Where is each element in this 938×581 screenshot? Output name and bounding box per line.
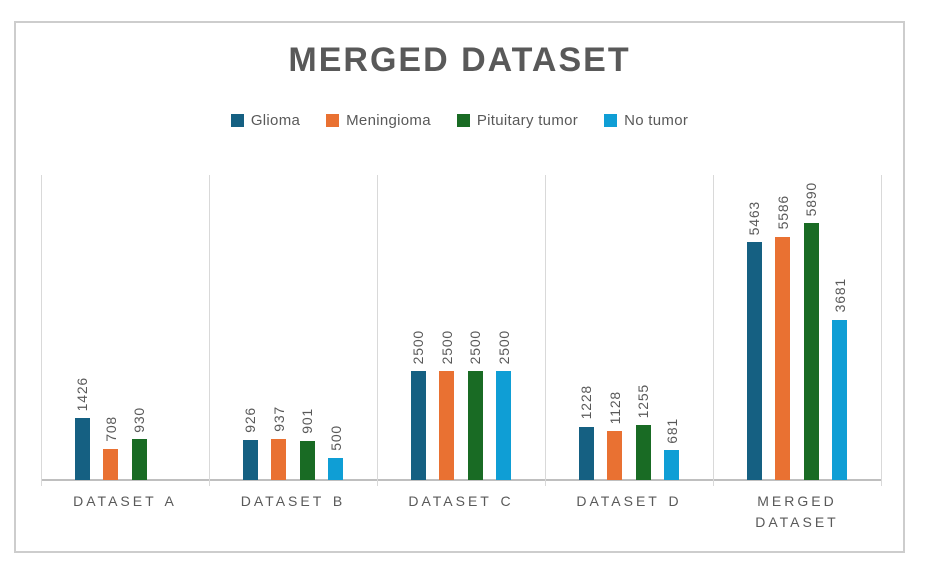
- gridline-category-boundary: [545, 175, 546, 486]
- value-label-meningioma-dataset-b: 937: [270, 406, 287, 433]
- value-label-pituitary-tumor-merged-dataset: 5890: [803, 182, 820, 217]
- bar-pituitary-tumor-dataset-d: [636, 425, 651, 480]
- legend-swatch-no-tumor: [604, 114, 617, 127]
- category-label-dataset-b: DATASET B: [240, 493, 346, 509]
- value-label-meningioma-dataset-a: 708: [102, 416, 119, 443]
- value-label-pituitary-tumor-dataset-a: 930: [131, 406, 148, 433]
- value-label-no-tumor-dataset-c: 2500: [495, 329, 512, 365]
- bar-meningioma-dataset-b: [271, 439, 286, 480]
- bar-glioma-dataset-d: [579, 427, 594, 481]
- bar-glioma-dataset-c: [411, 371, 426, 480]
- legend-label-no-tumor: No tumor: [624, 112, 689, 129]
- legend-swatch-glioma: [231, 114, 244, 127]
- bar-glioma-dataset-a: [75, 418, 90, 480]
- legend-item-no-tumor: [604, 112, 688, 129]
- value-label-pituitary-tumor-dataset-c: 2500: [467, 329, 484, 365]
- legend: [14, 112, 905, 129]
- value-label-glioma-merged-dataset: 5463: [746, 200, 763, 235]
- legend-item-pituitary-tumor: [457, 112, 578, 129]
- bar-meningioma-merged-dataset: [775, 237, 790, 480]
- value-label-pituitary-tumor-dataset-d: 1255: [635, 383, 652, 419]
- gridline-category-boundary: [377, 175, 378, 486]
- gridline-category-boundary: [209, 175, 210, 486]
- value-label-no-tumor-merged-dataset: 3681: [831, 278, 848, 313]
- value-label-glioma-dataset-d: 1228: [578, 385, 595, 420]
- legend-label-meningioma: Meningioma: [346, 112, 431, 129]
- bar-no-tumor-dataset-b: [328, 458, 343, 480]
- bar-pituitary-tumor-dataset-a: [132, 439, 147, 480]
- plot-area: [41, 175, 881, 480]
- gridline-category-boundary: [713, 175, 714, 486]
- value-label-no-tumor-dataset-d: 681: [663, 417, 680, 444]
- legend-label-pituitary-tumor: Pituitary tumor: [476, 112, 579, 129]
- legend-item-meningioma: [326, 112, 431, 129]
- value-label-pituitary-tumor-dataset-b: 901: [299, 407, 316, 434]
- value-label-meningioma-merged-dataset: 5586: [774, 195, 791, 230]
- bar-no-tumor-dataset-d: [664, 450, 679, 480]
- value-label-no-tumor-dataset-b: 500: [327, 425, 344, 452]
- legend-item-glioma: [231, 112, 300, 129]
- chart-title: MERGED DATASET: [288, 41, 631, 79]
- category-label-dataset-d: DATASET D: [576, 493, 682, 509]
- value-label-glioma-dataset-c: 2500: [410, 329, 427, 365]
- gridline-category-boundary: [41, 175, 42, 486]
- bar-glioma-dataset-b: [243, 440, 258, 480]
- category-label-dataset-c: DATASET C: [408, 493, 514, 509]
- value-label-meningioma-dataset-d: 1128: [606, 390, 623, 424]
- category-label-dataset-a: DATASET A: [73, 493, 177, 509]
- bar-meningioma-dataset-d: [607, 431, 622, 480]
- bar-pituitary-tumor-merged-dataset: [804, 223, 819, 480]
- legend-swatch-meningioma: [326, 114, 339, 127]
- gridline-category-boundary: [881, 175, 882, 486]
- value-label-glioma-dataset-b: 926: [242, 406, 259, 433]
- value-label-glioma-dataset-a: 1426: [74, 376, 91, 411]
- bar-pituitary-tumor-dataset-c: [468, 371, 483, 480]
- category-label-merged-dataset: MERGED DATASET: [755, 493, 839, 530]
- bar-meningioma-dataset-a: [103, 449, 118, 480]
- bar-no-tumor-merged-dataset: [832, 320, 847, 480]
- bar-pituitary-tumor-dataset-b: [300, 441, 315, 480]
- bar-meningioma-dataset-c: [439, 371, 454, 480]
- bar-no-tumor-dataset-c: [496, 371, 511, 480]
- value-label-meningioma-dataset-c: 2500: [438, 329, 455, 365]
- legend-label-glioma: Glioma: [250, 112, 301, 129]
- legend-swatch-pituitary-tumor: [457, 114, 470, 127]
- bar-glioma-merged-dataset: [747, 242, 762, 480]
